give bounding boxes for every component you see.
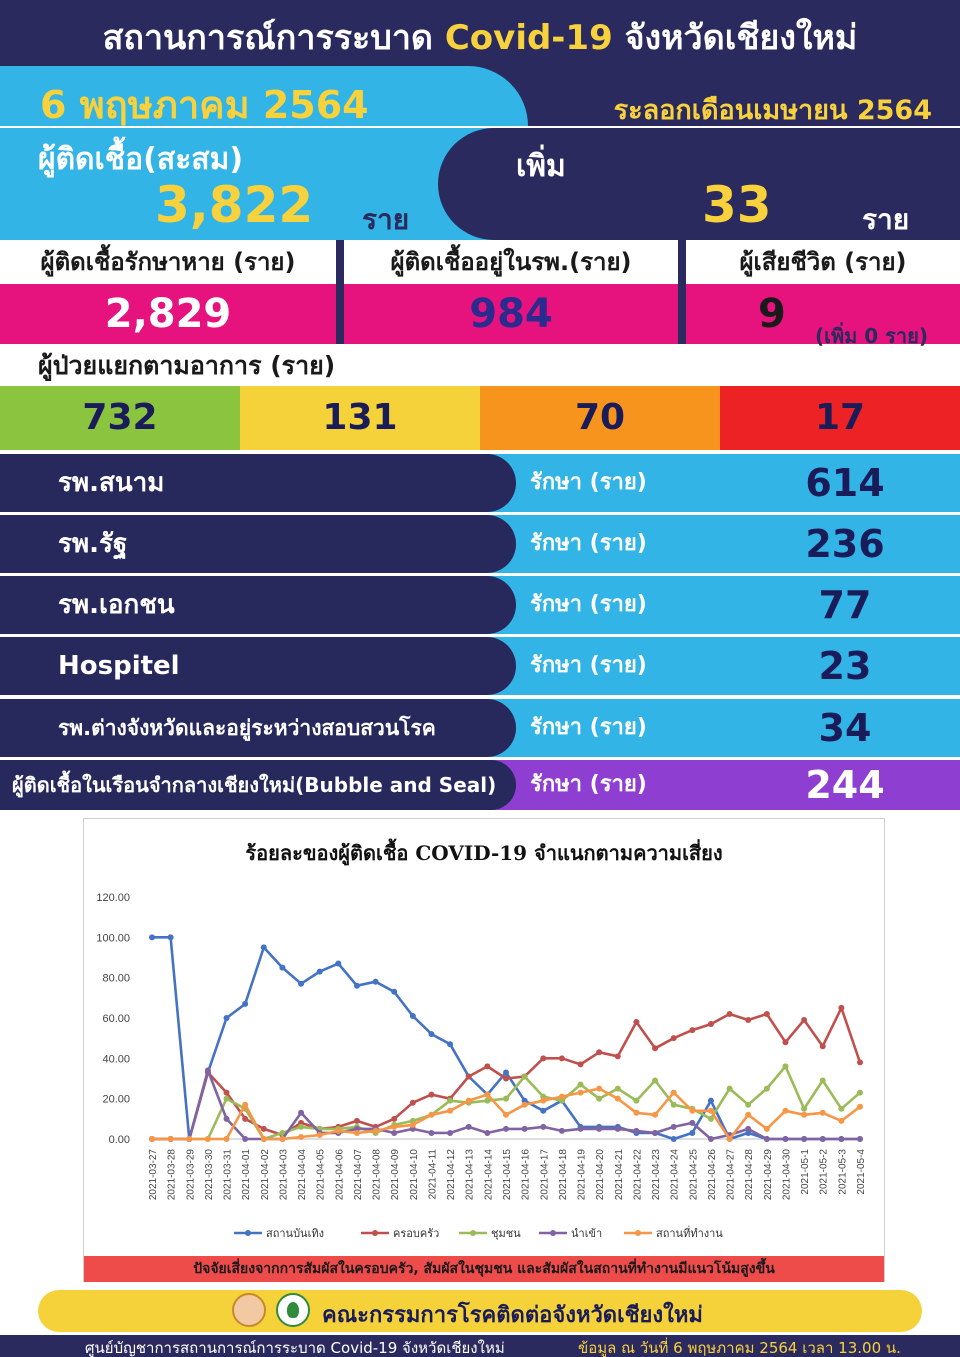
data-point bbox=[727, 1011, 733, 1017]
data-point bbox=[428, 1112, 434, 1118]
data-point bbox=[503, 1126, 509, 1132]
hospital-value: 236 bbox=[805, 522, 885, 566]
data-point bbox=[578, 1061, 584, 1067]
chart-note: ปัจจัยเสี่ยงจากการสัมผัสในครอบครัว, สัมผัสในชุมชน และสัมผัสในสถานที่ทำงานมีแนวโน้มสูงขึ้น bbox=[84, 1256, 884, 1282]
data-point bbox=[261, 944, 267, 950]
data-point bbox=[242, 1116, 248, 1122]
hospital-row-prison bbox=[0, 760, 960, 810]
hospital-name: Hospitel bbox=[0, 637, 516, 695]
data-point bbox=[708, 1021, 714, 1027]
hospital-row-state bbox=[0, 515, 960, 573]
title-prefix: สถานการณ์การระบาด bbox=[102, 18, 433, 58]
data-point bbox=[224, 1090, 230, 1096]
hospital-row-hospitel bbox=[0, 637, 960, 695]
data-point bbox=[708, 1108, 714, 1114]
data-point bbox=[838, 1136, 844, 1142]
legend-marker bbox=[550, 1230, 556, 1236]
data-point bbox=[466, 1098, 472, 1104]
data-point bbox=[559, 1128, 565, 1134]
data-point bbox=[671, 1035, 677, 1041]
data-point bbox=[820, 1136, 826, 1142]
recovered-label: ผู้ติดเชื้อรักษาหาย (ราย) bbox=[0, 240, 336, 284]
data-point bbox=[708, 1098, 714, 1104]
y-tick-label: 20.00 bbox=[102, 1093, 130, 1106]
date-box bbox=[0, 66, 528, 126]
data-point bbox=[615, 1126, 621, 1132]
hospital-value: 23 bbox=[818, 644, 872, 688]
legend-label: ชุมชน bbox=[491, 1227, 521, 1240]
data-point bbox=[764, 1136, 770, 1142]
title-suffix: จังหวัดเชียงใหม่ bbox=[624, 18, 858, 58]
data-point bbox=[354, 1118, 360, 1124]
hospital-name: ผู้ติดเชื้อในเรือนจำกลางเชียงใหม่(Bubble and Seal) bbox=[0, 760, 516, 810]
recovered-value: 2,829 bbox=[0, 284, 336, 344]
y-tick-label: 40.00 bbox=[102, 1053, 130, 1066]
x-tick-label: 2021-03-30 bbox=[203, 1149, 215, 1201]
data-point bbox=[335, 1128, 341, 1134]
cumulative-value: 3,822 bbox=[155, 176, 314, 234]
symptom-label: ผู้ป่วยแยกตามอาการ (ราย) bbox=[38, 351, 336, 380]
data-point bbox=[727, 1086, 733, 1092]
x-tick-label: 2021-04-09 bbox=[390, 1149, 402, 1201]
x-tick-label: 2021-04-23 bbox=[651, 1149, 663, 1201]
data-point bbox=[391, 1130, 397, 1136]
data-point bbox=[671, 1136, 677, 1142]
header-bar bbox=[0, 0, 960, 66]
data-point bbox=[801, 1136, 807, 1142]
x-tick-label: 2021-04-18 bbox=[557, 1149, 569, 1201]
data-point bbox=[652, 1130, 658, 1136]
data-point bbox=[317, 1132, 323, 1138]
data-point bbox=[615, 1053, 621, 1059]
data-point bbox=[764, 1086, 770, 1092]
data-point bbox=[540, 1098, 546, 1104]
footer-data-time: ข้อมูล ณ วันที่ 6 พฤษภาคม 2564 เวลา 13.00 น. bbox=[578, 1339, 901, 1357]
data-point bbox=[242, 1001, 248, 1007]
data-point bbox=[652, 1045, 658, 1051]
data-point bbox=[596, 1086, 602, 1092]
x-tick-label: 2021-05-4 bbox=[856, 1149, 867, 1195]
x-tick-label: 2021-04-29 bbox=[762, 1149, 774, 1201]
data-point bbox=[168, 934, 174, 940]
x-tick-label: 2021-05-2 bbox=[818, 1149, 830, 1195]
data-point bbox=[708, 1136, 714, 1142]
data-point bbox=[391, 989, 397, 995]
hospital-name: รพ.สนาม bbox=[0, 454, 516, 512]
treat-label: รักษา (ราย) bbox=[530, 715, 647, 740]
data-point bbox=[522, 1073, 528, 1079]
treat-label: รักษา (ราย) bbox=[530, 653, 647, 678]
data-point bbox=[410, 1100, 416, 1106]
x-tick-label: 2021-04-21 bbox=[613, 1149, 625, 1201]
report-date: 6 พฤษภาคม 2564 bbox=[40, 83, 369, 127]
treat-label: รักษา (ราย) bbox=[530, 470, 647, 495]
hospital-value: 244 bbox=[805, 763, 885, 807]
y-tick-label: 100.00 bbox=[96, 932, 130, 945]
data-point bbox=[764, 1011, 770, 1017]
data-point bbox=[689, 1120, 695, 1126]
data-point bbox=[242, 1136, 248, 1142]
data-point bbox=[298, 1124, 304, 1130]
x-tick-label: 2021-04-12 bbox=[446, 1149, 458, 1201]
data-point bbox=[596, 1126, 602, 1132]
data-point bbox=[373, 1128, 379, 1134]
data-point bbox=[540, 1055, 546, 1061]
x-tick-label: 2021-04-26 bbox=[706, 1149, 718, 1201]
hospital-name: รพ.ต่างจังหวัดและอยู่ระหว่างสอบสวนโรค bbox=[0, 699, 516, 757]
data-point bbox=[224, 1096, 230, 1102]
x-tick-label: 2021-04-22 bbox=[632, 1149, 644, 1201]
x-tick-label: 2021-04-16 bbox=[520, 1149, 532, 1201]
new-cases-unit: ราย bbox=[862, 203, 910, 236]
province-seal-logo bbox=[232, 1293, 266, 1327]
x-tick-label: 2021-04-19 bbox=[576, 1149, 588, 1201]
data-point bbox=[615, 1086, 621, 1092]
data-point bbox=[261, 1136, 267, 1142]
data-point bbox=[298, 1110, 304, 1116]
x-tick-label: 2021-04-08 bbox=[371, 1149, 383, 1201]
data-point bbox=[633, 1019, 639, 1025]
data-point bbox=[838, 1118, 844, 1124]
legend-marker bbox=[372, 1230, 378, 1236]
cumulative-label: ผู้ติดเชื้อ(สะสม) bbox=[38, 142, 244, 177]
data-point bbox=[373, 979, 379, 985]
data-point bbox=[578, 1090, 584, 1096]
hospital-row-other-province bbox=[0, 699, 960, 757]
wave-period: ระลอกเดือนเมษายน 2564 bbox=[613, 95, 932, 126]
data-point bbox=[298, 981, 304, 987]
data-point bbox=[578, 1126, 584, 1132]
data-point bbox=[205, 1067, 211, 1073]
data-point bbox=[242, 1102, 248, 1108]
x-tick-label: 2021-04-03 bbox=[278, 1149, 290, 1201]
data-point bbox=[503, 1076, 509, 1082]
symptom-critical-value: 17 bbox=[720, 386, 960, 450]
x-tick-label: 2021-04-28 bbox=[744, 1149, 756, 1201]
x-tick-label: 2021-03-27 bbox=[148, 1149, 159, 1201]
data-point bbox=[261, 1126, 267, 1132]
data-point bbox=[782, 1136, 788, 1142]
symptom-moderate-value: 131 bbox=[240, 386, 480, 450]
data-point bbox=[801, 1017, 807, 1023]
data-point bbox=[335, 961, 341, 967]
data-point bbox=[186, 1136, 192, 1142]
in-hospital-value: 984 bbox=[344, 284, 678, 344]
data-point bbox=[522, 1126, 528, 1132]
data-point bbox=[857, 1136, 863, 1142]
x-tick-label: 2021-04-06 bbox=[334, 1149, 346, 1201]
data-point bbox=[857, 1059, 863, 1065]
data-point bbox=[391, 1116, 397, 1122]
data-point bbox=[540, 1124, 546, 1130]
x-tick-label: 2021-04-20 bbox=[595, 1149, 607, 1201]
chart-plot bbox=[84, 819, 884, 1255]
x-tick-label: 2021-05-1 bbox=[800, 1149, 812, 1195]
data-point bbox=[633, 1128, 639, 1134]
data-point bbox=[820, 1110, 826, 1116]
y-tick-label: 60.00 bbox=[102, 1013, 130, 1025]
page-title bbox=[0, 10, 960, 64]
data-point bbox=[224, 1136, 230, 1142]
legend-marker bbox=[470, 1230, 476, 1236]
data-point bbox=[820, 1078, 826, 1084]
committee-name: คณะกรรมการโรคติดต่อจังหวัดเชียงใหม่ bbox=[322, 1303, 703, 1328]
deaths-label: ผู้เสียชีวิต (ราย) bbox=[686, 240, 960, 284]
symptom-severe-value: 70 bbox=[480, 386, 720, 450]
data-point bbox=[838, 1106, 844, 1112]
data-point bbox=[708, 1116, 714, 1122]
ministry-health-logo bbox=[276, 1293, 310, 1327]
data-point bbox=[279, 965, 285, 971]
data-point bbox=[652, 1078, 658, 1084]
data-point bbox=[317, 969, 323, 975]
data-point bbox=[484, 1130, 490, 1136]
x-tick-label: 2021-04-05 bbox=[315, 1149, 327, 1201]
treat-label: รักษา (ราย) bbox=[530, 531, 647, 556]
treat-label: รักษา (ราย) bbox=[530, 772, 647, 797]
data-point bbox=[503, 1096, 509, 1102]
data-point bbox=[447, 1098, 453, 1104]
data-point bbox=[689, 1108, 695, 1114]
symptom-mild-value: 732 bbox=[0, 386, 240, 450]
data-point bbox=[689, 1130, 695, 1136]
hospital-value: 614 bbox=[805, 461, 885, 505]
data-point bbox=[391, 1124, 397, 1130]
data-point bbox=[503, 1112, 509, 1118]
data-point bbox=[354, 1130, 360, 1136]
data-point bbox=[428, 1130, 434, 1136]
data-point bbox=[503, 1069, 509, 1075]
x-tick-label: 2021-04-01 bbox=[241, 1149, 253, 1201]
legend-marker bbox=[245, 1230, 251, 1236]
data-point bbox=[652, 1112, 658, 1118]
data-point bbox=[782, 1063, 788, 1069]
data-point bbox=[838, 1005, 844, 1011]
legend-marker bbox=[635, 1230, 641, 1236]
data-point bbox=[820, 1043, 826, 1049]
data-point bbox=[633, 1098, 639, 1104]
data-point bbox=[428, 1092, 434, 1098]
hospital-value: 77 bbox=[818, 583, 872, 627]
data-point bbox=[410, 1013, 416, 1019]
data-point bbox=[596, 1096, 602, 1102]
hospital-name: รพ.รัฐ bbox=[0, 515, 516, 573]
data-point bbox=[447, 1130, 453, 1136]
data-point bbox=[727, 1136, 733, 1142]
data-point bbox=[857, 1090, 863, 1096]
x-tick-label: 2021-05-3 bbox=[837, 1149, 849, 1195]
y-tick-label: 0.00 bbox=[108, 1134, 130, 1146]
data-point bbox=[578, 1082, 584, 1088]
hospital-row-private bbox=[0, 576, 960, 634]
data-point bbox=[298, 1134, 304, 1140]
data-point bbox=[279, 1136, 285, 1142]
hospital-value: 34 bbox=[818, 706, 872, 750]
x-tick-label: 2021-04-10 bbox=[408, 1149, 420, 1201]
data-point bbox=[466, 1124, 472, 1130]
new-cases-value: 33 bbox=[702, 176, 772, 234]
data-point bbox=[149, 934, 155, 940]
y-tick-label: 120.00 bbox=[96, 892, 130, 904]
data-point bbox=[615, 1096, 621, 1102]
divider bbox=[336, 240, 344, 344]
data-point bbox=[801, 1106, 807, 1112]
footer-center-name: ศูนย์บัญชาการสถานการณ์การระบาด Covid-19 จังหวัดเชียงใหม่ bbox=[85, 1339, 505, 1357]
data-point bbox=[782, 1108, 788, 1114]
x-tick-label: 2021-04-13 bbox=[464, 1149, 476, 1201]
data-point bbox=[745, 1112, 751, 1118]
title-highlight: Covid-19 bbox=[444, 18, 613, 58]
y-tick-label: 80.00 bbox=[102, 972, 130, 985]
data-point bbox=[857, 1104, 863, 1110]
data-point bbox=[205, 1136, 211, 1142]
data-point bbox=[559, 1055, 565, 1061]
x-tick-label: 2021-04-17 bbox=[539, 1149, 551, 1201]
data-point bbox=[671, 1124, 677, 1130]
data-point bbox=[484, 1092, 490, 1098]
x-tick-label: 2021-04-11 bbox=[427, 1149, 439, 1200]
x-tick-label: 2021-03-29 bbox=[185, 1149, 197, 1201]
cumulative-unit: ราย bbox=[362, 203, 410, 236]
data-point bbox=[764, 1126, 770, 1132]
x-tick-label: 2021-03-28 bbox=[166, 1149, 178, 1201]
in-hospital-label: ผู้ติดเชื้ออยู่ในรพ.(ราย) bbox=[344, 240, 678, 284]
data-point bbox=[745, 1102, 751, 1108]
x-tick-label: 2021-04-30 bbox=[781, 1149, 793, 1201]
x-tick-label: 2021-04-25 bbox=[688, 1149, 700, 1201]
x-tick-label: 2021-04-24 bbox=[669, 1149, 681, 1201]
x-tick-label: 2021-04-07 bbox=[352, 1149, 364, 1201]
series-line bbox=[152, 937, 860, 1139]
data-point bbox=[224, 1015, 230, 1021]
data-point bbox=[745, 1017, 751, 1023]
divider bbox=[678, 240, 686, 344]
data-point bbox=[801, 1112, 807, 1118]
hospital-name: รพ.เอกชน bbox=[0, 576, 516, 634]
data-point bbox=[149, 1136, 155, 1142]
data-point bbox=[428, 1031, 434, 1037]
data-point bbox=[466, 1073, 472, 1079]
hospital-row-field bbox=[0, 454, 960, 512]
data-point bbox=[689, 1027, 695, 1033]
data-point bbox=[596, 1049, 602, 1055]
treat-label: รักษา (ราย) bbox=[530, 592, 647, 617]
data-point bbox=[484, 1063, 490, 1069]
data-point bbox=[671, 1090, 677, 1096]
data-point bbox=[447, 1041, 453, 1047]
data-point bbox=[224, 1116, 230, 1122]
legend-label: สถานที่ทำงาน bbox=[656, 1227, 723, 1240]
data-point bbox=[559, 1094, 565, 1100]
new-cases-label: เพิ่ม bbox=[516, 149, 566, 184]
data-point bbox=[168, 1136, 174, 1142]
legend-label: ครอบครัว bbox=[393, 1227, 440, 1240]
data-point bbox=[782, 1039, 788, 1045]
data-point bbox=[745, 1126, 751, 1132]
legend-label: นำเข้า bbox=[571, 1227, 603, 1240]
deaths-increase-note: (เพิ่ม 0 ราย) bbox=[815, 324, 929, 348]
x-tick-label: 2021-04-15 bbox=[502, 1149, 513, 1201]
x-tick-label: 2021-03-31 bbox=[222, 1149, 234, 1201]
data-point bbox=[522, 1102, 528, 1108]
data-point bbox=[410, 1122, 416, 1128]
data-point bbox=[354, 983, 360, 989]
x-tick-label: 2021-04-27 bbox=[725, 1149, 737, 1201]
legend-label: สถานบันเทิง bbox=[266, 1227, 324, 1240]
x-tick-label: 2021-04-02 bbox=[259, 1149, 271, 1201]
chart-title: ร้อยละของผู้ติดเชื้อ COVID-19 จำแนกตามความเสี่ยง bbox=[245, 841, 723, 865]
data-point bbox=[671, 1102, 677, 1108]
x-tick-label: 2021-04-14 bbox=[483, 1149, 495, 1201]
deaths-value: 9 bbox=[686, 284, 960, 344]
data-point bbox=[540, 1108, 546, 1114]
risk-chart bbox=[83, 818, 885, 1282]
data-point bbox=[633, 1110, 639, 1116]
x-tick-label: 2021-04-04 bbox=[297, 1149, 309, 1201]
data-point bbox=[447, 1108, 453, 1114]
